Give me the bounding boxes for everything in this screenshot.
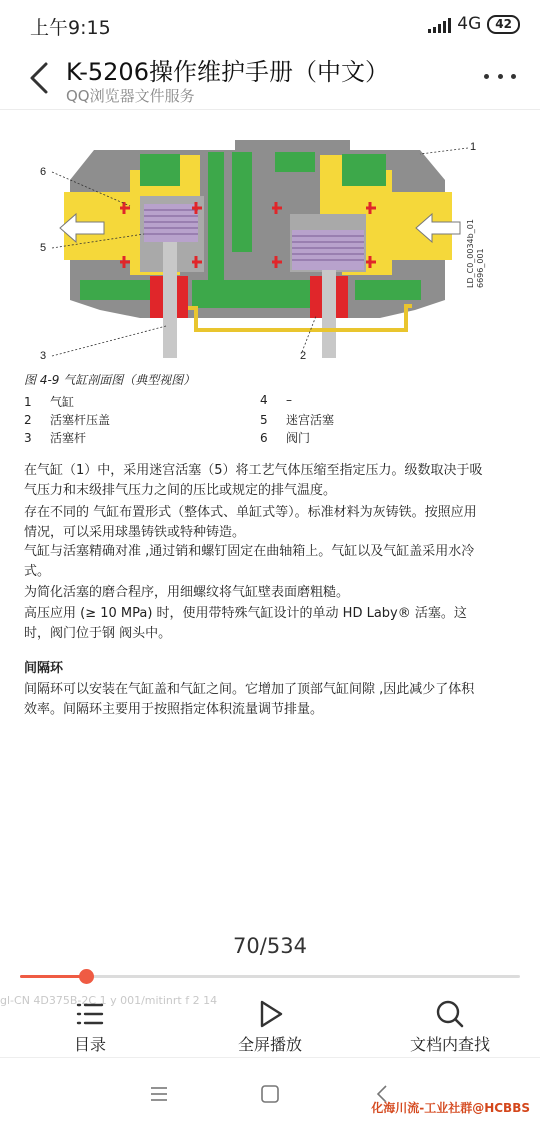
cooling-center-b: [232, 152, 252, 252]
back-button[interactable]: [26, 58, 54, 98]
app-header: [0, 50, 540, 110]
legend-num: 6: [260, 431, 268, 445]
body-paragraph: 存在不同的 气缸布置形式（整体式、单缸式等）。标准材料为灰铸铁。按照应用情况，可以采用球墨铸铁或特种铸造。: [24, 505, 477, 540]
status-indicators: [428, 14, 520, 34]
page-indicator: 70/534: [233, 934, 307, 958]
home-icon: [255, 1080, 285, 1110]
legend-item: [260, 411, 334, 428]
document-source: QQ浏览器文件服务: [66, 87, 195, 105]
dot-icon: [484, 74, 489, 79]
document-title: K-5206操作维护手册（中文）: [66, 58, 389, 86]
legend-num: 2: [24, 413, 32, 427]
figure-id-line: 6696_001: [476, 248, 485, 288]
cooling-center: [208, 152, 224, 292]
callout-6: 6: [40, 166, 47, 178]
figure-caption: 图 4-9 气缸剖面图（典型视图）: [24, 373, 196, 387]
legend-item: [260, 393, 292, 407]
toc-label: 目录: [73, 1035, 106, 1054]
find-in-document-button[interactable]: [390, 995, 510, 1057]
cooling-top-right: [342, 154, 386, 186]
legend-item: [24, 393, 74, 410]
legend-text: 阀门: [286, 431, 311, 445]
cooling-bottom-left: [80, 280, 158, 300]
progress-handle[interactable]: [79, 969, 94, 984]
menu-nav-button[interactable]: [144, 1080, 174, 1110]
legend-item: [24, 411, 110, 428]
dot-icon: [511, 74, 516, 79]
body-paragraph: 高压应用 (≥ 10 MPa) 时，使用带特殊气缸设计的单动 HD Laby® 活塞。这时，阀门位于钢 阀头中。: [24, 606, 467, 641]
cylinder-section-figure: [20, 130, 500, 370]
legend-text: 活塞杆压盖: [50, 413, 111, 427]
legend-num: 5: [260, 413, 268, 427]
home-nav-button[interactable]: [255, 1080, 285, 1110]
signal-icon: [428, 15, 451, 33]
reader-toolbar: [0, 995, 540, 1057]
callout-2: 2: [300, 350, 307, 362]
section-paragraph: 间隔环可以安装在气缸盖和气缸之间。它增加了顶部气缸间隙 ,因此减少了体积效率。间隔环主要用于按照指定体积流量调节排量。: [24, 682, 475, 717]
more-options-button[interactable]: [484, 68, 516, 84]
figure-id-text: [466, 219, 486, 288]
piston-right: [292, 230, 364, 270]
find-label: 文档内查找: [409, 1035, 490, 1054]
body-paragraph: 在气缸（1）中，采用迷宫活塞（5）将工艺气体压缩至指定压力。级数取决于吸气压力和末级排气压力之间的压比或规定的排气温度。: [24, 463, 483, 498]
figure-id-line: LD_C0_0034b_01: [466, 219, 475, 288]
cooling-top-left: [140, 154, 180, 186]
list-icon: [75, 999, 105, 1029]
legend-num: 1: [24, 395, 32, 409]
cooling-bottom: [192, 280, 312, 308]
toolbar-divider: [0, 1057, 540, 1058]
toc-button[interactable]: [30, 995, 150, 1057]
fullscreen-play-label: 全屏播放: [237, 1035, 302, 1054]
cylinder-diagram: [20, 130, 500, 370]
dot-icon: [498, 74, 503, 79]
piston-left: [144, 204, 198, 242]
legend-text: –: [286, 393, 292, 407]
header-divider: [0, 109, 540, 110]
callout-3: 3: [40, 350, 47, 362]
body-paragraph: 为简化活塞的磨合程序，用细螺纹将气缸壁表面磨粗糙。: [24, 585, 350, 600]
cooling-bottom-right: [355, 280, 421, 300]
legend-text: 气缸: [50, 395, 75, 409]
watermark: 化海川流-工业社群@HCBBS: [371, 1101, 530, 1115]
legend-item: [24, 429, 86, 446]
status-time: 上午9:15: [30, 17, 111, 39]
callout-5: 5: [40, 242, 47, 254]
network-type: 4G: [457, 14, 482, 34]
play-icon: [255, 999, 285, 1029]
cooling-center-r: [275, 152, 315, 172]
page-progress-slider[interactable]: [20, 975, 520, 978]
battery-icon: 42: [487, 15, 520, 34]
section-heading: 间隔环: [24, 661, 64, 676]
background-text: gl-CN 4D375B-2C 1 y 001/mitinrt f 2 14: [0, 994, 218, 1007]
legend-text: 迷宫活塞: [286, 413, 335, 427]
legend-num: 4: [260, 393, 268, 407]
legend-text: 活塞杆: [50, 431, 87, 445]
body-paragraph: 气缸与活塞精确对准 ,通过销和螺钉固定在曲轴箱上。气缸以及气缸盖采用水冷式。: [24, 544, 475, 579]
progress-fill: [20, 975, 86, 978]
callout-1: 1: [470, 141, 477, 153]
legend-num: 3: [24, 431, 32, 445]
legend-item: [260, 429, 310, 446]
search-icon: [435, 999, 465, 1029]
back-arrow-icon: [26, 58, 54, 98]
status-bar: [0, 0, 540, 50]
menu-icon: [144, 1080, 174, 1110]
fullscreen-play-button[interactable]: [210, 995, 330, 1057]
